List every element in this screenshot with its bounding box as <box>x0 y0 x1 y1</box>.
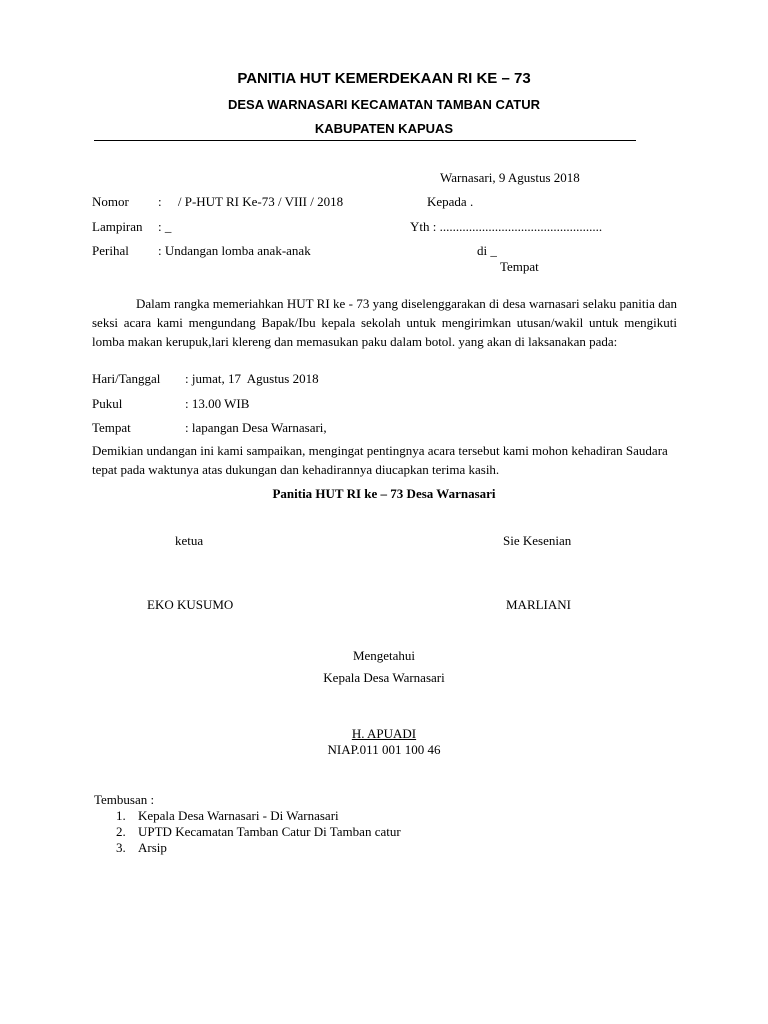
village-head-name-text: H. APUADI <box>351 726 417 741</box>
cc-item-number: 2. <box>116 824 126 839</box>
pukul-value: : 13.00 WIB <box>185 396 250 411</box>
left-signer-name: EKO KUSUMO <box>147 597 234 612</box>
hari-label: Hari/Tanggal <box>92 371 161 386</box>
tempat-value: : lapangan Desa Warnasari, <box>185 420 327 435</box>
cc-item-text: Kepala Desa Warnasari - Di Warnasari <box>138 808 339 823</box>
letterhead-village: DESA WARNASARI KECAMATAN TAMBAN CATUR <box>228 97 540 112</box>
tempat-label: Tempat <box>92 420 131 435</box>
committee-name: Panitia HUT RI ke – 73 Desa Warnasari <box>272 486 496 501</box>
right-signer-role: Sie Kesenian <box>503 533 572 548</box>
recipient-yth: Yth : .................................................. <box>410 219 603 234</box>
nomor-value: : / P-HUT RI Ke-73 / VIII / 2018 <box>158 194 344 209</box>
cc-item <box>116 824 401 840</box>
nomor-label: Nomor <box>92 194 129 209</box>
recipient-tempat: Tempat <box>500 259 539 274</box>
village-head-title: Kepala Desa Warnasari <box>323 670 445 685</box>
letterhead-regency: KABUPATEN KAPUAS <box>314 121 454 136</box>
cc-item-text: Arsip <box>138 840 167 855</box>
recipient-di: di _ <box>477 243 497 258</box>
body-paragraph-text: Dalam rangka memeriahkan HUT RI ke - 73 yang diselenggarakan di desa warnasari selaku panitia dan seksi acara kami mengundang Bapak/Ibu kepala sekolah untuk mengirimkan utusan/wakil untuk mengikuti lomba makan kerupuk,lari klereng dan memasukan paku dalam botol. yang akan di laksanakan pada: <box>92 296 677 350</box>
left-signer-role: ketua <box>175 533 204 548</box>
place-date: Warnasari, 9 Agustus 2018 <box>440 170 580 185</box>
closing-paragraph: Demikian undangan ini kami sampaikan, mengingat pentingnya acara tersebut kami mohon kehadiran Saudara tepat pada waktunya atas dukungan dan kehadirannya diucapkan terima kasih. <box>92 443 668 478</box>
cc-label: Tembusan : <box>94 792 155 807</box>
cc-item-number: 1. <box>116 808 126 823</box>
hari-value: : jumat, 17 Agustus 2018 <box>185 371 319 386</box>
pukul-label: Pukul <box>92 396 123 411</box>
perihal-value: : Undangan lomba anak-anak <box>158 243 311 258</box>
header-divider <box>94 140 636 141</box>
right-signer-name: MARLIANI <box>506 597 571 612</box>
cc-item <box>116 808 339 824</box>
cc-item-number: 3. <box>116 840 126 855</box>
perihal-label: Perihal <box>92 243 129 258</box>
village-head-niap: NIAP.011 001 100 46 <box>327 742 441 757</box>
cc-item-text: UPTD Kecamatan Tamban Catur Di Tamban catur <box>138 824 401 839</box>
letterhead-title: PANITIA HUT KEMERDEKAAN RI KE – 73 <box>237 70 531 87</box>
village-head-name <box>0 726 768 742</box>
cc-item <box>116 840 167 856</box>
lampiran-label: Lampiran <box>92 219 143 234</box>
lampiran-value: : _ <box>158 219 172 234</box>
recipient-kepada: Kepada . <box>427 194 474 209</box>
acknowledge-label: Mengetahui <box>352 648 416 663</box>
body-paragraph <box>92 294 677 352</box>
